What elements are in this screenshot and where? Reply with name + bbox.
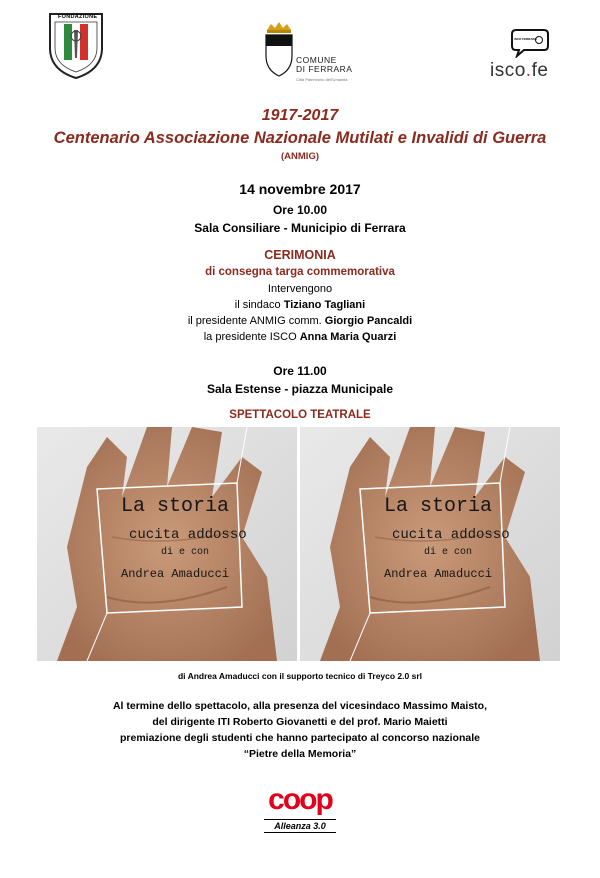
hand-illustration-icon — [37, 427, 297, 661]
event2-time: Ore 11.00 — [273, 364, 327, 378]
heading-years: 1917-2017 — [261, 107, 339, 124]
hand-photo-right — [300, 427, 560, 661]
ceremony-subtitle: di consegna targa commemorativa — [205, 266, 395, 278]
show-credit: di Andrea Amaducci con il supporto tecnico di Treyco 2.0 srl — [177, 671, 423, 681]
photo-text-by: di e con — [161, 547, 210, 558]
photo-text-sub: cucita addosso — [129, 527, 247, 543]
speaker-mayor: il sindaco Tiziano Tagliani — [234, 299, 366, 311]
coop-logo — [262, 783, 338, 834]
theatre-title: SPETTACOLO TEATRALE — [229, 409, 371, 421]
event-date: 14 novembre 2017 — [239, 181, 361, 197]
hand-illustration-icon — [300, 427, 560, 661]
anmig-logo — [44, 8, 108, 80]
isco-wordmark: isco.fe — [490, 60, 549, 81]
coop-rule — [264, 819, 336, 820]
ceremony-title: CERIMONIA — [264, 248, 336, 262]
comune-ferrara-logo — [262, 22, 372, 92]
photo-text-sub: cucita addosso — [392, 527, 510, 543]
speakers-intro: Intervengono — [267, 283, 333, 295]
ferrara-crest-icon — [262, 22, 296, 78]
event1-time: Ore 10.00 — [272, 203, 328, 217]
coop-subtitle: Alleanza 3.0 — [274, 821, 326, 831]
closing-line-3: premiazione degli studenti che hanno partecipato al concorso nazionale — [120, 732, 480, 744]
ferrara-subtitle: Città Patrimonio dell'Umanità — [296, 77, 348, 82]
heading-abbr: (ANMIG) — [281, 151, 319, 162]
ferrara-name: COMUNE DI FERRARA — [296, 55, 353, 74]
header-logos — [0, 0, 600, 100]
photo-text-author: Andrea Amaducci — [384, 567, 493, 581]
event2-place: Sala Estense - piazza Municipale — [206, 382, 394, 396]
hand-photo-left — [37, 427, 297, 661]
photo-text-by: di e con — [424, 547, 473, 558]
anmig-top-text: FONDAZIONE — [58, 14, 98, 20]
photo-text-title: La storia — [384, 495, 493, 518]
closing-line-1: Al termine dello spettacolo, alla presenza del vicesindaco Massimo Maisto, — [112, 700, 488, 712]
photo-text-author: Andrea Amaducci — [121, 567, 230, 581]
closing-line-4: “Pietre della Memoria” — [243, 748, 357, 760]
photo-text-title: La storia — [121, 495, 230, 518]
heading-title: Centenario Associazione Nazionale Mutilati e Invalidi di Guerra — [53, 129, 547, 147]
speech-bubble-icon — [510, 26, 550, 58]
poster-photos — [37, 427, 560, 661]
speaker-anmig: il presidente ANMIG comm. Giorgio Pancaldi — [187, 315, 413, 327]
closing-line-2: del dirigente ITI Roberto Giovanetti e del prof. Mario Maietti — [152, 716, 448, 728]
event1-place: Sala Consiliare - Municipio di Ferrara — [194, 221, 406, 235]
coop-wordmark: coop — [268, 783, 332, 816]
isco-badge: ISCO FERRARA — [514, 37, 537, 41]
isco-fe-logo — [490, 26, 570, 86]
coop-rule — [264, 832, 336, 833]
speaker-isco: la presidente ISCO Anna Maria Quarzi — [203, 331, 397, 343]
